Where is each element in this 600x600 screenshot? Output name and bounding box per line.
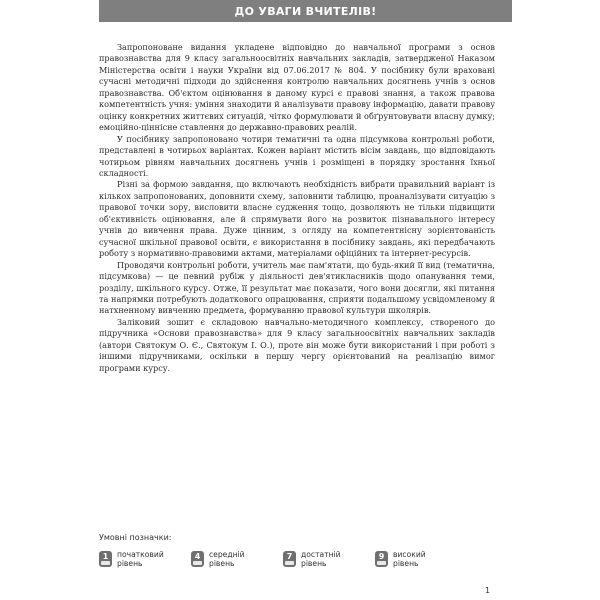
body-text [99,42,495,374]
high-level-icon [375,551,388,567]
legend-title: Умовні позначки: [99,533,172,542]
legend-item-label: початковий рівень [117,550,164,568]
paragraph-5: Заліковий зошит є складовою навчально-методичного комплексу, створеного до підручника «Основи правознавства» для 9 класу загальноосвітніх навчальних закладів (автори Святокум О. Є., Святокум І. О.), проте він може бути використаний і при роботі з іншими підручниками, оскільки в першу чергу орієнтований на реалізацію вимог програми курсу. [99,316,495,373]
legend-item-sufficient [283,550,353,568]
paragraph-4: Проводячи контрольні роботи, учитель має пам'ятати, що будь-який її вид (тематична, підсумкова) — це певний рубіж у діяльності дев'ятикласників щодо опанування теми, розділу, шкільного курсу. Отже, її результат має показати, чого вони досягли, які питання та напрямки потребують додаткового опрацювання, сприяти подальшому усвідомленому й натхненному вивченню предмета, формуванню правової культури школярів. [99,259,495,316]
legend-item-label: середній рівень [209,550,245,568]
sufficient-level-icon [283,551,296,567]
badge-bar [101,561,110,565]
legend-items [99,550,499,568]
medium-level-icon [191,551,204,567]
legend-item-high [375,550,445,568]
legend-badge-number: 4 [194,552,201,561]
page-title: ДО УВАГИ ВЧИТЕЛІВ! [234,4,377,18]
header-bar [99,0,512,22]
legend-item-medium [191,550,261,568]
badge-bar [193,561,202,565]
badge-bar [377,561,386,565]
paragraph-1: Запропоноване видання укладене відповідно до навчальної програми з основ правознавства для 9 класу загальноосвітніх навчальних закладів, затвердженої Наказом Міністерства освіти і науки України від 07.06.2017 № 804. У посібнику були враховані сучасні методичні підходи до здійснення контролю навчальних досягнень учнів з основ правознавства. Об'єктом оцінювання в даному курсі є правові знання, а також правова компетентність учня: уміння знаходити й аналізувати правову інформацію, давати правову оцінку конкретних життєвих ситуацій, чітко формулювати й обґрунтовувати власну думку; емоційно-ціннісне ставлення до державно-правових реалій. [99,42,495,133]
legend [99,533,499,568]
badge-bar [285,561,294,565]
legend-item-label: достатній рівень [301,550,341,568]
legend-item-label: високий рівень [393,550,426,568]
legend-badge-number: 9 [378,552,385,561]
legend-item-initial [99,550,169,568]
legend-badge-number: 7 [286,552,293,561]
legend-badge-number: 1 [102,552,109,561]
paragraph-2: У посібнику запропоновано чотири тематичні та одна підсумкова контрольні роботи, представлені в чотирьох варіантах. Кожен варіант містить вісім завдань, що відповідають чотирьом рівням навчальних досягнень учнів і розміщені в порядку зростання їхньої складності. [99,133,495,178]
low-level-icon [99,551,112,567]
paragraph-3: Різні за формою завдання, що включають необхідність вибрати правильний варіант із кількох запропонованих, доповнити схему, заповнити таблицю, проаналізувати ситуацію з правової точки зору, висловити власне судження тощо, дозволяють не тільки підвищити об'єктивність оцінювання, але й спрямувати його на розвиток пізнавального інтересу учнів до вивчення права. Дуже цінним, з огляду на компетентнісну зорієнтованість сучасної шкільної правової освіти, є використання в посібнику завдань, які передбачають роботу з нормативно-правовими актами, матеріалами офіційних та інтернет-ресурсів. [99,179,495,259]
page-number: 1 [485,586,491,595]
